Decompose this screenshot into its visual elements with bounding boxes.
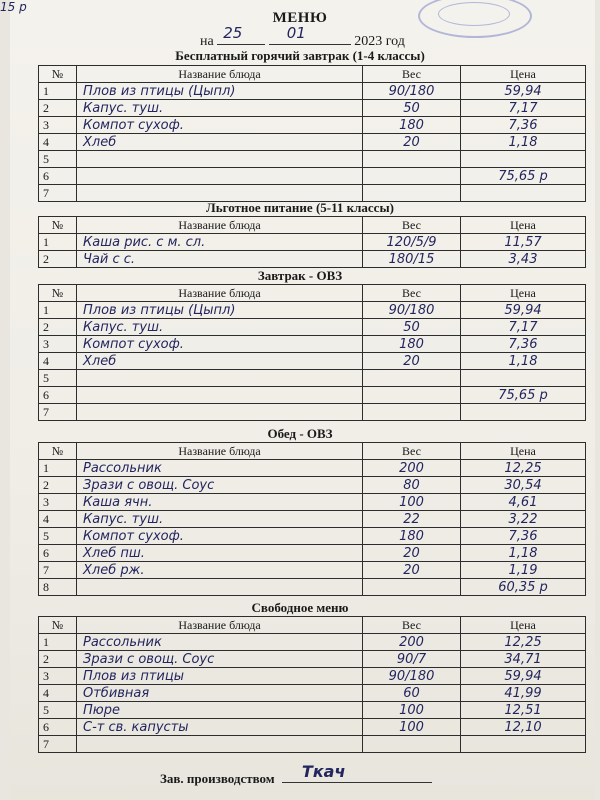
signature-blank xyxy=(282,762,432,783)
row-number: 6 xyxy=(39,168,77,185)
dish-weight: 90/180 xyxy=(388,668,435,684)
row-number: 5 xyxy=(39,702,77,719)
dish-price-cell xyxy=(461,651,586,668)
dish-price-cell xyxy=(461,528,586,545)
dish-name: Компот сухоф. xyxy=(83,117,184,133)
dish-price-cell xyxy=(461,736,586,753)
dish-weight: 20 xyxy=(403,353,420,369)
row-number: 7 xyxy=(39,185,77,202)
dish-price: 59,94 xyxy=(504,668,542,684)
dish-name: Рассольник xyxy=(83,460,162,476)
dish-name xyxy=(81,186,83,201)
date-day-blank xyxy=(217,24,265,45)
menu-table xyxy=(38,284,586,421)
table-row xyxy=(39,634,586,651)
dish-weight-cell xyxy=(363,562,461,579)
dish-price-cell xyxy=(461,251,586,268)
dish-name-cell xyxy=(77,651,363,668)
dish-name: Хлеб пш. xyxy=(83,545,145,561)
row-number: 4 xyxy=(39,511,77,528)
dish-price-cell xyxy=(461,494,586,511)
dish-name: Отбивная xyxy=(83,685,150,701)
table-row xyxy=(39,83,586,100)
header-weight: Вес xyxy=(363,66,461,83)
dish-price-cell xyxy=(461,511,586,528)
dish-name-cell xyxy=(77,736,363,753)
dish-weight-cell xyxy=(363,668,461,685)
menu-table xyxy=(38,65,586,202)
date-month: 01 xyxy=(286,24,306,42)
dish-weight: 90/180 xyxy=(388,83,435,99)
row-number: 1 xyxy=(39,234,77,251)
dish-price: 12,25 xyxy=(504,634,542,650)
dish-name xyxy=(81,405,83,420)
dish-weight-cell xyxy=(363,100,461,117)
dish-price-cell xyxy=(461,302,586,319)
dish-weight: 200 xyxy=(399,634,424,650)
dish-price-cell xyxy=(461,460,586,477)
dish-name: Компот сухоф. xyxy=(83,336,184,352)
dish-price-cell xyxy=(461,151,586,168)
dish-name: Рассольник xyxy=(83,634,162,650)
header-name: Название блюда xyxy=(77,66,363,83)
date-day: 25 xyxy=(223,24,243,42)
dish-weight-cell xyxy=(363,234,461,251)
dish-name xyxy=(81,371,83,386)
dish-name-cell xyxy=(77,668,363,685)
dish-name-cell xyxy=(77,477,363,494)
dish-price: 30,54 xyxy=(504,477,542,493)
dish-weight-cell xyxy=(363,117,461,134)
dish-name: Зрази с овощ. Соус xyxy=(83,477,215,493)
header-weight: Вес xyxy=(363,217,461,234)
table-row xyxy=(39,168,586,185)
dish-weight: 180 xyxy=(399,528,424,544)
dish-weight-cell xyxy=(363,702,461,719)
dish-name-cell xyxy=(77,579,363,596)
dish-price: 34,71 xyxy=(504,651,542,667)
dish-price-cell xyxy=(461,668,586,685)
dish-price-cell xyxy=(461,404,586,421)
dish-weight: 60 xyxy=(403,685,420,701)
dish-weight: 200 xyxy=(399,460,424,476)
table-row xyxy=(39,511,586,528)
dish-price: 41,99 xyxy=(504,685,542,701)
date-month-blank xyxy=(269,24,351,45)
table-row xyxy=(39,185,586,202)
table-row xyxy=(39,353,586,370)
dish-name xyxy=(81,737,83,752)
dish-name-cell xyxy=(77,83,363,100)
table-row xyxy=(39,460,586,477)
dish-name: Хлеб xyxy=(83,134,117,150)
header-name: Название блюда xyxy=(77,217,363,234)
dish-price-cell xyxy=(461,685,586,702)
dish-weight-cell xyxy=(363,387,461,404)
dish-weight: 180 xyxy=(399,117,424,133)
dish-price: 7,36 xyxy=(508,117,538,133)
date-line xyxy=(200,24,405,50)
dish-price: 59,94 xyxy=(504,302,542,318)
dish-name-cell xyxy=(77,528,363,545)
dish-weight: 20 xyxy=(403,545,420,561)
table-row xyxy=(39,336,586,353)
dish-weight-cell xyxy=(363,719,461,736)
date-year: 2023 год xyxy=(354,34,405,49)
dish-weight-cell xyxy=(363,168,461,185)
dish-price-cell xyxy=(461,336,586,353)
dish-name: Компот сухоф. xyxy=(83,528,184,544)
header-num: № xyxy=(39,285,77,302)
table-row xyxy=(39,528,586,545)
section-title: Свободное меню xyxy=(251,600,349,615)
table-row xyxy=(39,702,586,719)
table-row xyxy=(39,685,586,702)
table-row xyxy=(39,668,586,685)
dish-name-cell xyxy=(77,634,363,651)
dish-weight: 80 xyxy=(403,477,420,493)
row-number: 1 xyxy=(39,302,77,319)
dish-name-cell xyxy=(77,719,363,736)
header-price: Цена xyxy=(461,285,586,302)
dish-weight: 90/180 xyxy=(388,302,435,318)
dish-price: 12,25 xyxy=(504,460,542,476)
dish-price-cell xyxy=(461,234,586,251)
dish-weight: 20 xyxy=(403,562,420,578)
dish-name-cell xyxy=(77,134,363,151)
dish-weight-cell xyxy=(363,528,461,545)
row-number: 5 xyxy=(39,528,77,545)
dish-weight-cell xyxy=(363,634,461,651)
header-num: № xyxy=(39,443,77,460)
dish-name-cell xyxy=(77,251,363,268)
dish-name-cell xyxy=(77,168,363,185)
table-row xyxy=(39,651,586,668)
table-row xyxy=(39,117,586,134)
dish-name: Пюре xyxy=(83,702,120,718)
dish-price: 1,18 xyxy=(508,545,538,561)
dish-name-cell xyxy=(77,302,363,319)
table-row xyxy=(39,387,586,404)
dish-name xyxy=(81,152,83,167)
row-number: 8 xyxy=(39,579,77,596)
table-row xyxy=(39,302,586,319)
dish-weight: 120/5/9 xyxy=(386,234,437,250)
dish-price-cell xyxy=(461,134,586,151)
header-num: № xyxy=(39,217,77,234)
dish-price: 59,94 xyxy=(504,83,542,99)
dish-price: 3,43 xyxy=(508,251,538,267)
dish-name-cell xyxy=(77,460,363,477)
dish-weight-cell xyxy=(363,579,461,596)
dish-name-cell xyxy=(77,562,363,579)
dish-name-cell xyxy=(77,234,363,251)
dish-price-cell xyxy=(461,579,586,596)
table-header-row xyxy=(39,217,586,234)
dish-name: Капус. туш. xyxy=(83,100,164,116)
dish-price-cell xyxy=(461,387,586,404)
row-number: 6 xyxy=(39,719,77,736)
table-row xyxy=(39,319,586,336)
dish-name: Хлеб рж. xyxy=(83,562,145,578)
signature: Ткач xyxy=(301,762,346,781)
dish-weight-cell xyxy=(363,685,461,702)
row-number: 2 xyxy=(39,100,77,117)
dish-weight: 100 xyxy=(399,719,424,735)
dish-price: 7,36 xyxy=(508,336,538,352)
row-number: 5 xyxy=(39,370,77,387)
row-number: 3 xyxy=(39,668,77,685)
table-row xyxy=(39,545,586,562)
dish-price: 3,22 xyxy=(508,511,538,527)
row-number: 3 xyxy=(39,336,77,353)
dish-price: 12,51 xyxy=(504,702,542,718)
dish-weight-cell xyxy=(363,651,461,668)
header-weight: Вес xyxy=(363,443,461,460)
dish-name xyxy=(81,169,83,184)
table-row xyxy=(39,579,586,596)
dish-price: 7,17 xyxy=(508,100,538,116)
dish-name-cell xyxy=(77,336,363,353)
table-row xyxy=(39,151,586,168)
row-number: 4 xyxy=(39,353,77,370)
table-row xyxy=(39,494,586,511)
dish-weight-cell xyxy=(363,336,461,353)
dish-weight: 180/15 xyxy=(388,251,435,267)
dish-name: Плов из птицы (Цыпл) xyxy=(83,302,236,318)
dish-price-cell xyxy=(461,100,586,117)
menu-title: МЕНЮ xyxy=(272,10,328,26)
dish-name-cell xyxy=(77,151,363,168)
section-note: 15 р xyxy=(0,0,27,14)
signature-label: Зав. производством xyxy=(160,771,275,786)
dish-price: 12,10 xyxy=(504,719,542,735)
dish-name: Плов из птицы xyxy=(83,668,184,684)
dish-weight-cell xyxy=(363,545,461,562)
menu-table xyxy=(38,442,586,596)
dish-weight-cell xyxy=(363,302,461,319)
dish-price-cell xyxy=(461,702,586,719)
dish-price-cell xyxy=(461,370,586,387)
dish-price: 60,35 р xyxy=(498,579,548,595)
date-prefix: на xyxy=(200,34,214,49)
row-number: 6 xyxy=(39,387,77,404)
table-row xyxy=(39,736,586,753)
dish-name: Каша ячн. xyxy=(83,494,153,510)
header-name: Название блюда xyxy=(77,285,363,302)
dish-weight: 22 xyxy=(403,511,420,527)
menu-table xyxy=(38,216,586,268)
dish-name: Плов из птицы (Цыпл) xyxy=(83,83,236,99)
row-number: 7 xyxy=(39,562,77,579)
dish-price: 7,17 xyxy=(508,319,538,335)
header-price: Цена xyxy=(461,617,586,634)
dish-weight-cell xyxy=(363,83,461,100)
dish-name: Хлеб xyxy=(83,353,117,369)
header-price: Цена xyxy=(461,443,586,460)
dish-name: Капус. туш. xyxy=(83,319,164,335)
dish-weight-cell xyxy=(363,319,461,336)
row-number: 1 xyxy=(39,460,77,477)
dish-name xyxy=(81,388,83,403)
dish-name xyxy=(81,580,83,595)
table-row xyxy=(39,251,586,268)
table-row xyxy=(39,234,586,251)
row-number: 2 xyxy=(39,651,77,668)
dish-weight-cell xyxy=(363,404,461,421)
dish-price-cell xyxy=(461,634,586,651)
dish-price-cell xyxy=(461,185,586,202)
dish-weight-cell xyxy=(363,460,461,477)
section-title: Бесплатный горячий завтрак (1-4 классы) xyxy=(175,48,425,63)
dish-name: Каша рис. с м. сл. xyxy=(83,234,206,250)
dish-weight: 50 xyxy=(403,100,420,116)
dish-weight-cell xyxy=(363,370,461,387)
dish-weight: 100 xyxy=(399,494,424,510)
dish-name-cell xyxy=(77,494,363,511)
dish-price: 1,18 xyxy=(508,353,538,369)
dish-name-cell xyxy=(77,353,363,370)
row-number: 1 xyxy=(39,83,77,100)
dish-weight-cell xyxy=(363,151,461,168)
table-row xyxy=(39,100,586,117)
dish-price-cell xyxy=(461,477,586,494)
dish-weight-cell xyxy=(363,511,461,528)
row-number: 5 xyxy=(39,151,77,168)
dish-weight-cell xyxy=(363,494,461,511)
dish-weight: 50 xyxy=(403,319,420,335)
row-number: 4 xyxy=(39,685,77,702)
row-number: 3 xyxy=(39,117,77,134)
dish-name-cell xyxy=(77,117,363,134)
dish-name: Капус. туш. xyxy=(83,511,164,527)
header-weight: Вес xyxy=(363,285,461,302)
row-number: 2 xyxy=(39,319,77,336)
dish-price: 7,36 xyxy=(508,528,538,544)
dish-price-cell xyxy=(461,353,586,370)
dish-price-cell xyxy=(461,562,586,579)
table-header-row xyxy=(39,617,586,634)
dish-name-cell xyxy=(77,702,363,719)
signature-line xyxy=(160,762,432,787)
dish-weight: 90/7 xyxy=(396,651,427,667)
dish-price-cell xyxy=(461,319,586,336)
dish-price-cell xyxy=(461,83,586,100)
dish-weight-cell xyxy=(363,353,461,370)
row-number: 4 xyxy=(39,134,77,151)
section-title: Льготное питание (5-11 классы) xyxy=(206,200,394,215)
dish-name-cell xyxy=(77,545,363,562)
dish-name: Зрази с овощ. Соус xyxy=(83,651,215,667)
row-number: 2 xyxy=(39,251,77,268)
table-header-row xyxy=(39,285,586,302)
dish-weight-cell xyxy=(363,251,461,268)
table-row xyxy=(39,562,586,579)
table-header-row xyxy=(39,443,586,460)
row-number: 6 xyxy=(39,545,77,562)
table-row xyxy=(39,477,586,494)
header-num: № xyxy=(39,617,77,634)
row-number: 3 xyxy=(39,494,77,511)
dish-name: С-т св. капусты xyxy=(83,719,189,735)
dish-name-cell xyxy=(77,387,363,404)
dish-price-cell xyxy=(461,719,586,736)
header-name: Название блюда xyxy=(77,617,363,634)
dish-weight-cell xyxy=(363,477,461,494)
dish-price: 4,61 xyxy=(508,494,538,510)
table-row xyxy=(39,719,586,736)
dish-name-cell xyxy=(77,404,363,421)
dish-price: 75,65 р xyxy=(498,387,548,403)
table-header-row xyxy=(39,66,586,83)
table-row xyxy=(39,404,586,421)
dish-price: 11,57 xyxy=(504,234,542,250)
header-weight: Вес xyxy=(363,617,461,634)
header-name: Название блюда xyxy=(77,443,363,460)
header-num: № xyxy=(39,66,77,83)
row-number: 7 xyxy=(39,404,77,421)
dish-price: 1,19 xyxy=(508,562,538,578)
row-number: 1 xyxy=(39,634,77,651)
menu-table xyxy=(38,616,586,753)
dish-name-cell xyxy=(77,185,363,202)
dish-weight: 180 xyxy=(399,336,424,352)
header-price: Цена xyxy=(461,66,586,83)
row-number: 7 xyxy=(39,736,77,753)
dish-weight: 100 xyxy=(399,702,424,718)
header-price: Цена xyxy=(461,217,586,234)
dish-price-cell xyxy=(461,545,586,562)
table-row xyxy=(39,134,586,151)
dish-weight: 20 xyxy=(403,134,420,150)
dish-name-cell xyxy=(77,100,363,117)
dish-weight-cell xyxy=(363,134,461,151)
row-number: 2 xyxy=(39,477,77,494)
dish-name-cell xyxy=(77,319,363,336)
section-title: Завтрак - ОВЗ xyxy=(257,268,343,283)
dish-price: 75,65 р xyxy=(498,168,548,184)
dish-name-cell xyxy=(77,370,363,387)
dish-price-cell xyxy=(461,168,586,185)
dish-weight-cell xyxy=(363,736,461,753)
table-row xyxy=(39,370,586,387)
dish-weight-cell xyxy=(363,185,461,202)
dish-name: Чай с с. xyxy=(83,251,136,267)
dish-price-cell xyxy=(461,117,586,134)
dish-price: 1,18 xyxy=(508,134,538,150)
dish-name-cell xyxy=(77,511,363,528)
section-title: Обед - ОВЗ xyxy=(267,426,333,441)
dish-name-cell xyxy=(77,685,363,702)
